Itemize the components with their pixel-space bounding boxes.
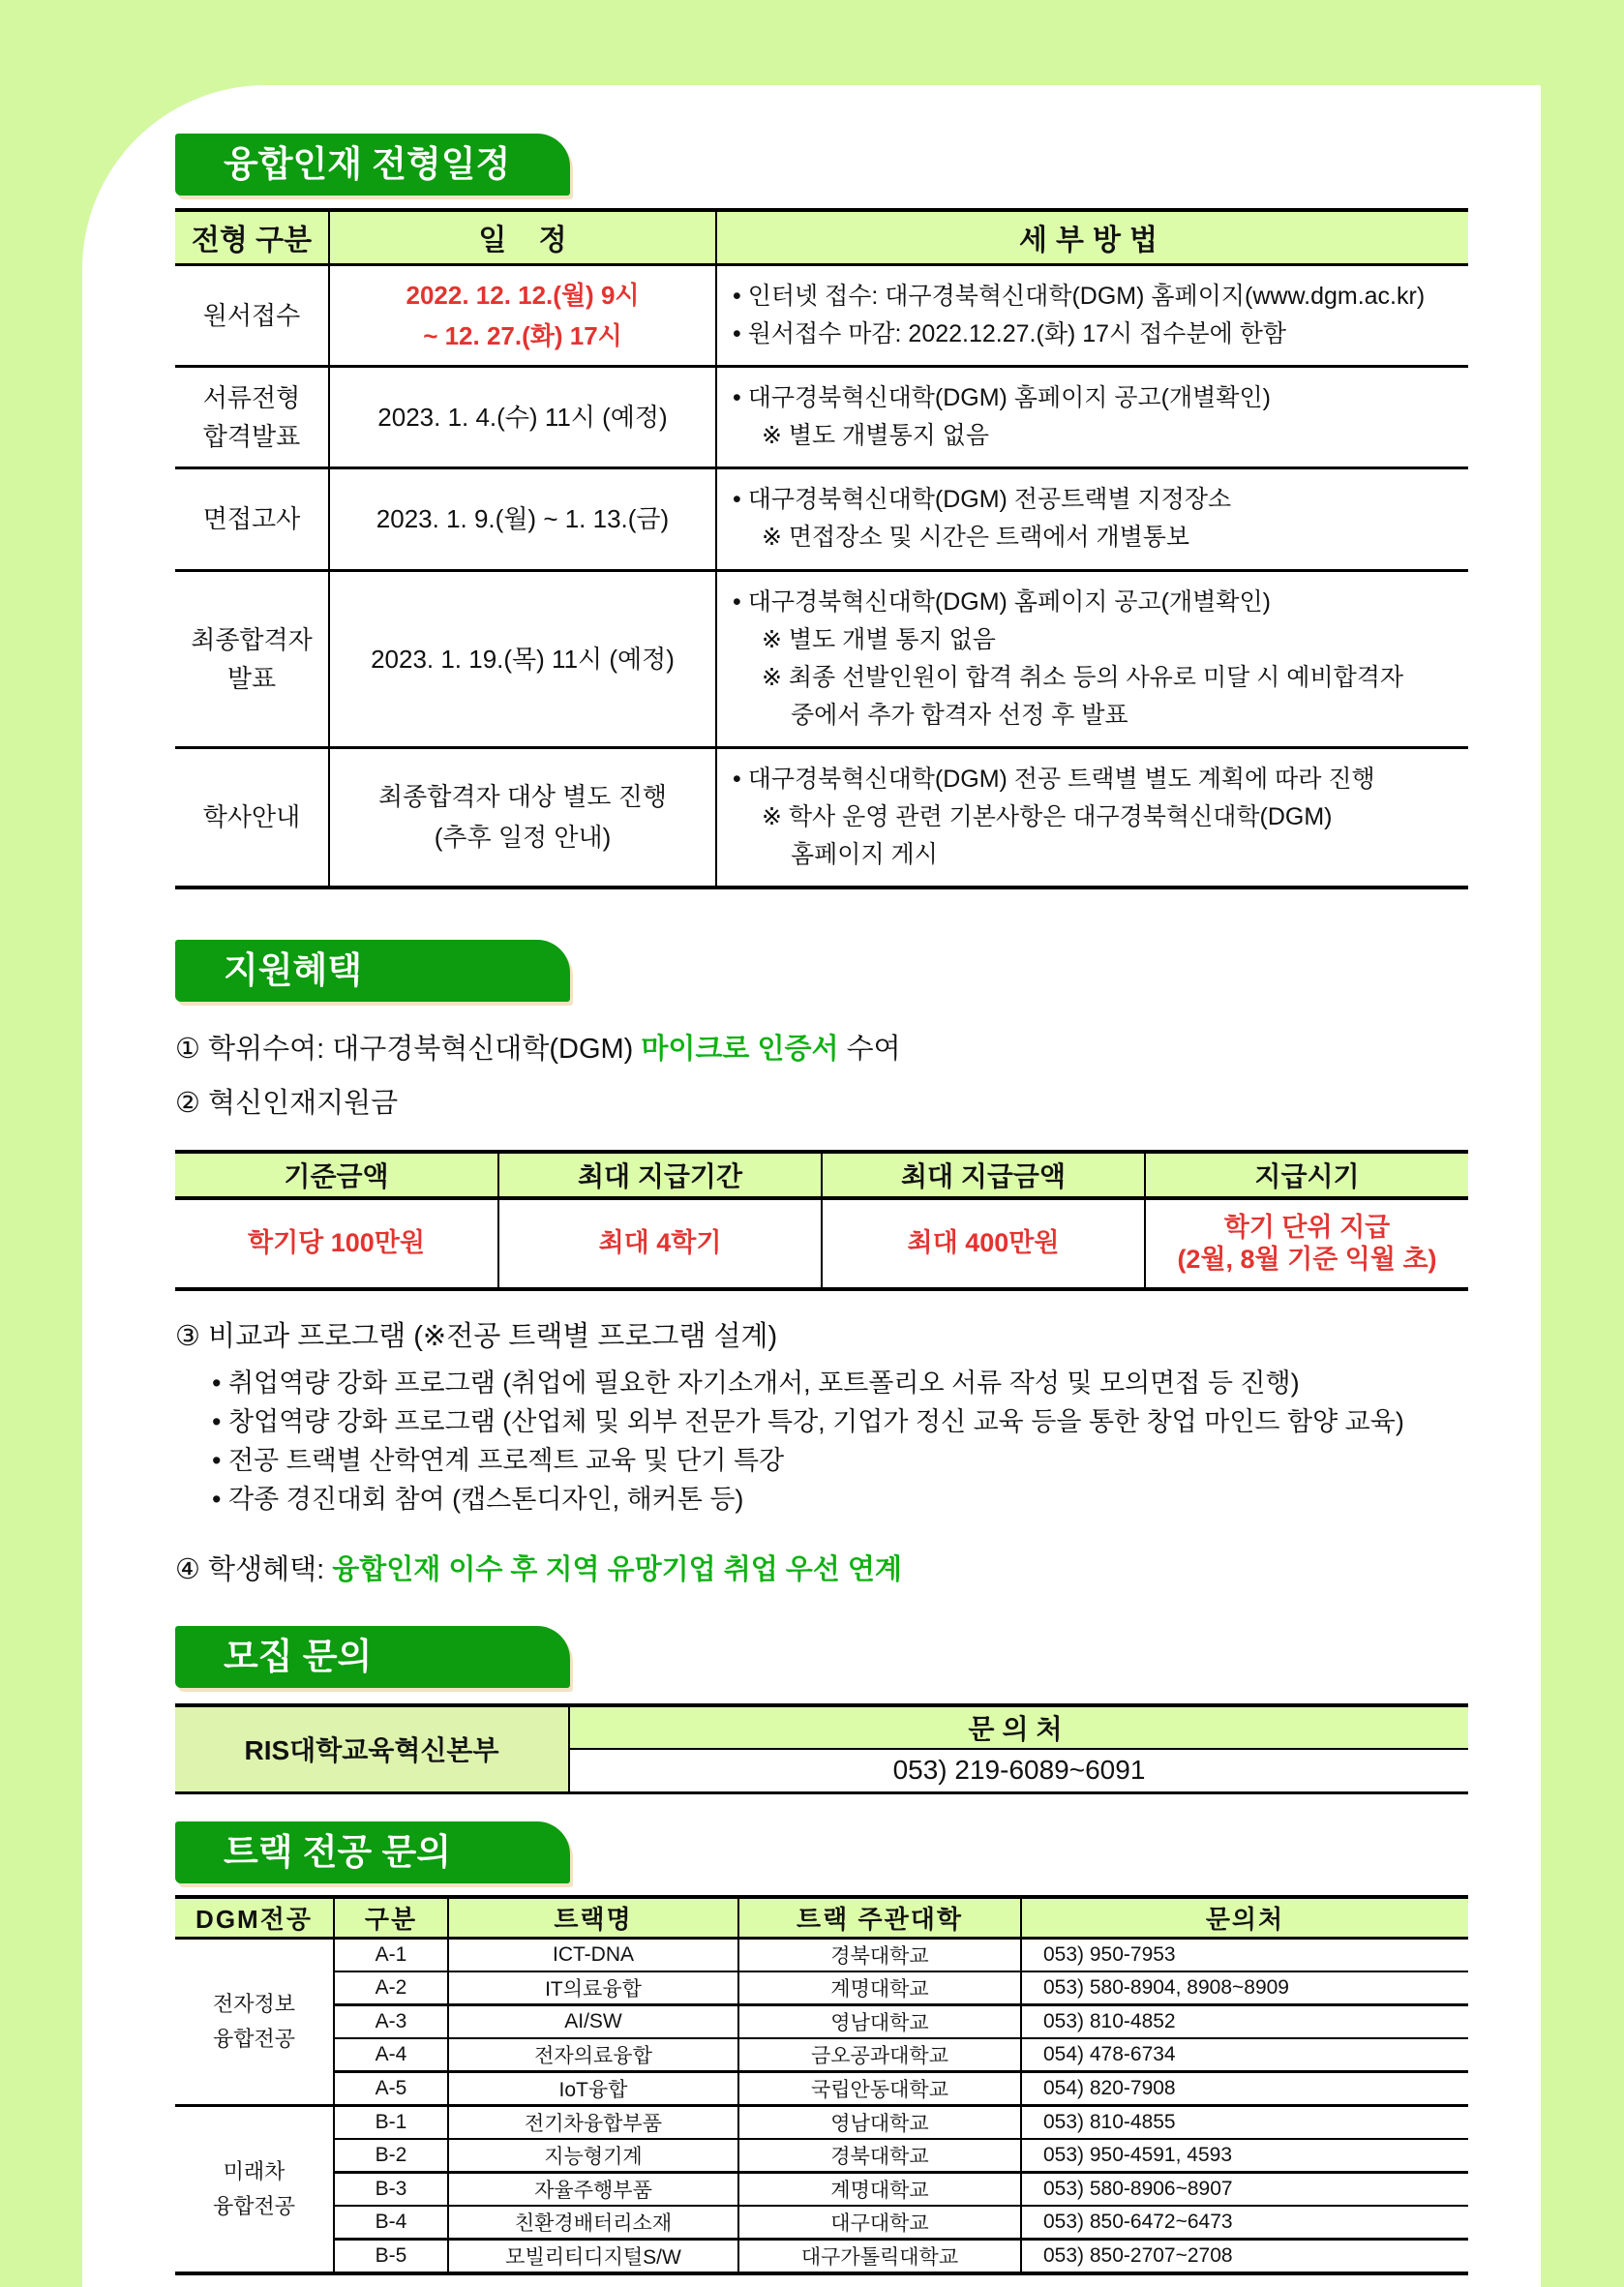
track-table — [175, 1895, 1468, 2275]
table-row — [175, 2106, 1468, 2140]
list-item: • 창업역량 강화 프로그램 (산업체 및 외부 전문가 특강, 기업가 정신 교육 등을 통한 창업 마인드 함양 교육) — [212, 1406, 1404, 1436]
detail-cell: • 대구경북혁신대학(DGM) 홈페이지 공고(개별확인) ※ 별도 개별통지 없음 — [716, 366, 1468, 467]
benefit-item-student: ④ 학생혜택: 융합인재 이수 후 지역 유망기업 취업 우선 연계 — [175, 1553, 902, 1585]
table-row — [175, 366, 1468, 467]
stage-cell: 면접고사 — [175, 467, 329, 570]
phone-cell: 053) 219-6089~6091 — [892, 1755, 1146, 1786]
detail-cell: • 대구경북혁신대학(DGM) 전공 트랙별 별도 계획에 따라 진행 ※ 학사 운영 관련 기본사항은 대구경북혁신대학(DGM) 홈페이지 게시 — [716, 747, 1468, 888]
section-badge-recruit-contact — [175, 1626, 570, 1688]
track-name: 지능형기계 — [448, 2139, 738, 2173]
column-header: 최대 지급기간 — [498, 1152, 822, 1198]
track-univ: 금오공과대학교 — [738, 2038, 1021, 2072]
stage-cell: 최종합격자 발표 — [175, 570, 329, 747]
section-title: 융합인재 전형일정 — [224, 144, 511, 184]
track-code: B-3 — [334, 2173, 448, 2207]
grant-amount: 학기당 100만원 — [175, 1198, 498, 1289]
column-header: 트랙명 — [448, 1897, 738, 1939]
column-header: 기준금액 — [175, 1152, 498, 1198]
table-row — [175, 467, 1468, 570]
benefit-item-grant: ② 혁신인재지원금 — [175, 1087, 399, 1119]
detail-cell: • 인터넷 접수: 대구경북혁신대학(DGM) 홈페이지(www.dgm.ac.kr) • 원서접수 마감: 2022.12.27.(화) 17시 접수분에 한함 — [716, 264, 1468, 366]
list-item: • 각종 경진대회 참여 (캡스톤디자인, 해커톤 등) — [212, 1484, 744, 1514]
date-cell: 2023. 1. 9.(월) ~ 1. 13.(금) — [329, 467, 716, 570]
table-row — [175, 570, 1468, 747]
track-univ: 대구대학교 — [738, 2206, 1021, 2240]
track-code: A-1 — [334, 1939, 448, 1972]
table-row — [175, 2139, 1468, 2173]
list-item: • 취업역량 강화 프로그램 (취업에 필요한 자기소개서, 포트폴리오 서류 작성 및 모의면접 등 진행) — [212, 1368, 1300, 1398]
track-univ: 경북대학교 — [738, 1939, 1021, 1972]
track-code: B-2 — [334, 2139, 448, 2173]
table-row — [175, 2240, 1468, 2274]
track-phone: 053) 810-4852 — [1021, 2005, 1468, 2039]
grant-header-row — [175, 1152, 1468, 1198]
table-row — [175, 1705, 1468, 1749]
track-name: 친환경배터리소재 — [448, 2206, 738, 2240]
section-badge-schedule — [175, 134, 570, 196]
track-code: A-2 — [334, 1971, 448, 2005]
table-row — [175, 2173, 1468, 2207]
date-cell: 2022. 12. 12.(월) 9시 ~ 12. 27.(화) 17시 — [329, 264, 716, 366]
table-row — [175, 2038, 1468, 2072]
content-sheet — [82, 85, 1541, 2287]
grant-max: 최대 400만원 — [822, 1198, 1145, 1289]
section-title: 트랙 전공 문의 — [224, 1832, 452, 1872]
track-phone: 053) 580-8904, 8908~8909 — [1021, 1971, 1468, 2005]
section-title: 모집 문의 — [224, 1636, 373, 1676]
program-bullet-list — [175, 1364, 1468, 1519]
org-cell: RIS대학교육혁신본부 — [175, 1705, 569, 1793]
track-univ: 대구가톨릭대학교 — [738, 2240, 1021, 2274]
track-univ: 경북대학교 — [738, 2139, 1021, 2173]
column-header: 문의처 — [1021, 1897, 1468, 1939]
column-header: 일 정 — [329, 210, 716, 264]
benefit-item-programs: ③ 비교과 프로그램 (※전공 트랙별 프로그램 설계) — [175, 1320, 778, 1352]
list-item: • 전공 트랙별 산학연계 프로젝트 교육 및 단기 특강 — [212, 1445, 785, 1475]
track-code: B-1 — [334, 2106, 448, 2140]
stage-cell: 서류전형 합격발표 — [175, 366, 329, 467]
track-name: ICT-DNA — [448, 1939, 738, 1972]
track-phone: 054) 820-7908 — [1021, 2072, 1468, 2106]
detail-cell: • 대구경북혁신대학(DGM) 홈페이지 공고(개별확인) ※ 별도 개별 통지 없음 ※ 최종 선발인원이 합격 취소 등의 사유로 미달 시 예비합격자 중에서 추가 합격자 선정 후 발표 — [716, 570, 1468, 747]
benefit-item-degree: ① 학위수여: 대구경북혁신대학(DGM) 마이크로 인증서 수여 — [175, 1033, 901, 1065]
track-phone: 053) 580-8906~8907 — [1021, 2173, 1468, 2207]
track-univ: 영남대학교 — [738, 2106, 1021, 2140]
column-header: 구분 — [334, 1897, 448, 1939]
accent-text: 마이크로 인증서 — [641, 1033, 839, 1065]
date-cell: 최종합격자 대상 별도 진행 (추후 일정 안내) — [329, 747, 716, 888]
track-name: IoT융합 — [448, 2072, 738, 2106]
track-name: 전기차융합부품 — [448, 2106, 738, 2140]
track-code: B-4 — [334, 2206, 448, 2240]
grant-value-row — [175, 1198, 1468, 1289]
column-header: 트랙 주관대학 — [738, 1897, 1021, 1939]
column-header: DGM전공 — [175, 1897, 334, 1939]
date-cell: 2023. 1. 4.(수) 11시 (예정) — [329, 366, 716, 467]
track-name: 자율주행부품 — [448, 2173, 738, 2207]
table-row — [175, 2206, 1468, 2240]
stage-cell: 학사안내 — [175, 747, 329, 888]
schedule-table — [175, 208, 1468, 889]
table-row — [175, 1971, 1468, 2005]
track-phone: 053) 950-4591, 4593 — [1021, 2139, 1468, 2173]
track-univ: 영남대학교 — [738, 2005, 1021, 2039]
recruit-contact-table — [175, 1703, 1468, 1795]
track-name: IT의료융합 — [448, 1971, 738, 2005]
track-name: AI/SW — [448, 2005, 738, 2039]
major-group-cell: 미래차 융합전공 — [175, 2106, 334, 2274]
section-title: 지원혜택 — [224, 949, 362, 990]
column-header: 최대 지급금액 — [822, 1152, 1145, 1198]
schedule-header-row — [175, 210, 1468, 264]
track-name: 전자의료융합 — [448, 2038, 738, 2072]
column-header: 전형 구분 — [175, 210, 329, 264]
stage-cell: 원서접수 — [175, 264, 329, 366]
accent-text: 융합인재 이수 후 지역 유망기업 취업 우선 연계 — [332, 1553, 902, 1585]
section-badge-track-contact — [175, 1821, 570, 1883]
column-header: 지급시기 — [1145, 1152, 1468, 1198]
track-phone: 053) 850-2707~2708 — [1021, 2240, 1468, 2274]
track-phone: 053) 850-6472~6473 — [1021, 2206, 1468, 2240]
track-code: A-5 — [334, 2072, 448, 2106]
major-group-cell: 전자정보 융합전공 — [175, 1939, 334, 2106]
table-row — [175, 2072, 1468, 2106]
contact-header-cell: 문의처 — [569, 1705, 1468, 1749]
grant-duration: 최대 4학기 — [498, 1198, 822, 1289]
content-column — [82, 85, 1468, 2287]
track-phone: 054) 478-6734 — [1021, 2038, 1468, 2072]
track-code: B-5 — [334, 2240, 448, 2274]
track-phone: 053) 950-7953 — [1021, 1939, 1468, 1972]
track-univ: 국립안동대학교 — [738, 2072, 1021, 2106]
section-badge-benefits — [175, 940, 570, 1002]
column-header: 세부방법 — [716, 210, 1468, 264]
track-univ: 계명대학교 — [738, 1971, 1021, 2005]
table-row — [175, 264, 1468, 366]
detail-cell: • 대구경북혁신대학(DGM) 전공트랙별 지정장소 ※ 면접장소 및 시간은 트랙에서 개별통보 — [716, 467, 1468, 570]
track-header-row — [175, 1897, 1468, 1939]
date-cell: 2023. 1. 19.(목) 11시 (예정) — [329, 570, 716, 747]
grant-table — [175, 1150, 1468, 1291]
track-univ: 계명대학교 — [738, 2173, 1021, 2207]
table-row — [175, 747, 1468, 888]
track-code: A-4 — [334, 2038, 448, 2072]
table-row — [175, 1939, 1468, 1972]
table-row — [175, 2005, 1468, 2039]
track-code: A-3 — [334, 2005, 448, 2039]
track-phone: 053) 810-4855 — [1021, 2106, 1468, 2140]
track-name: 모빌리티디지털S/W — [448, 2240, 738, 2274]
grant-timing: 학기 단위 지급 (2월, 8월 기준 익월 초) — [1145, 1198, 1468, 1289]
